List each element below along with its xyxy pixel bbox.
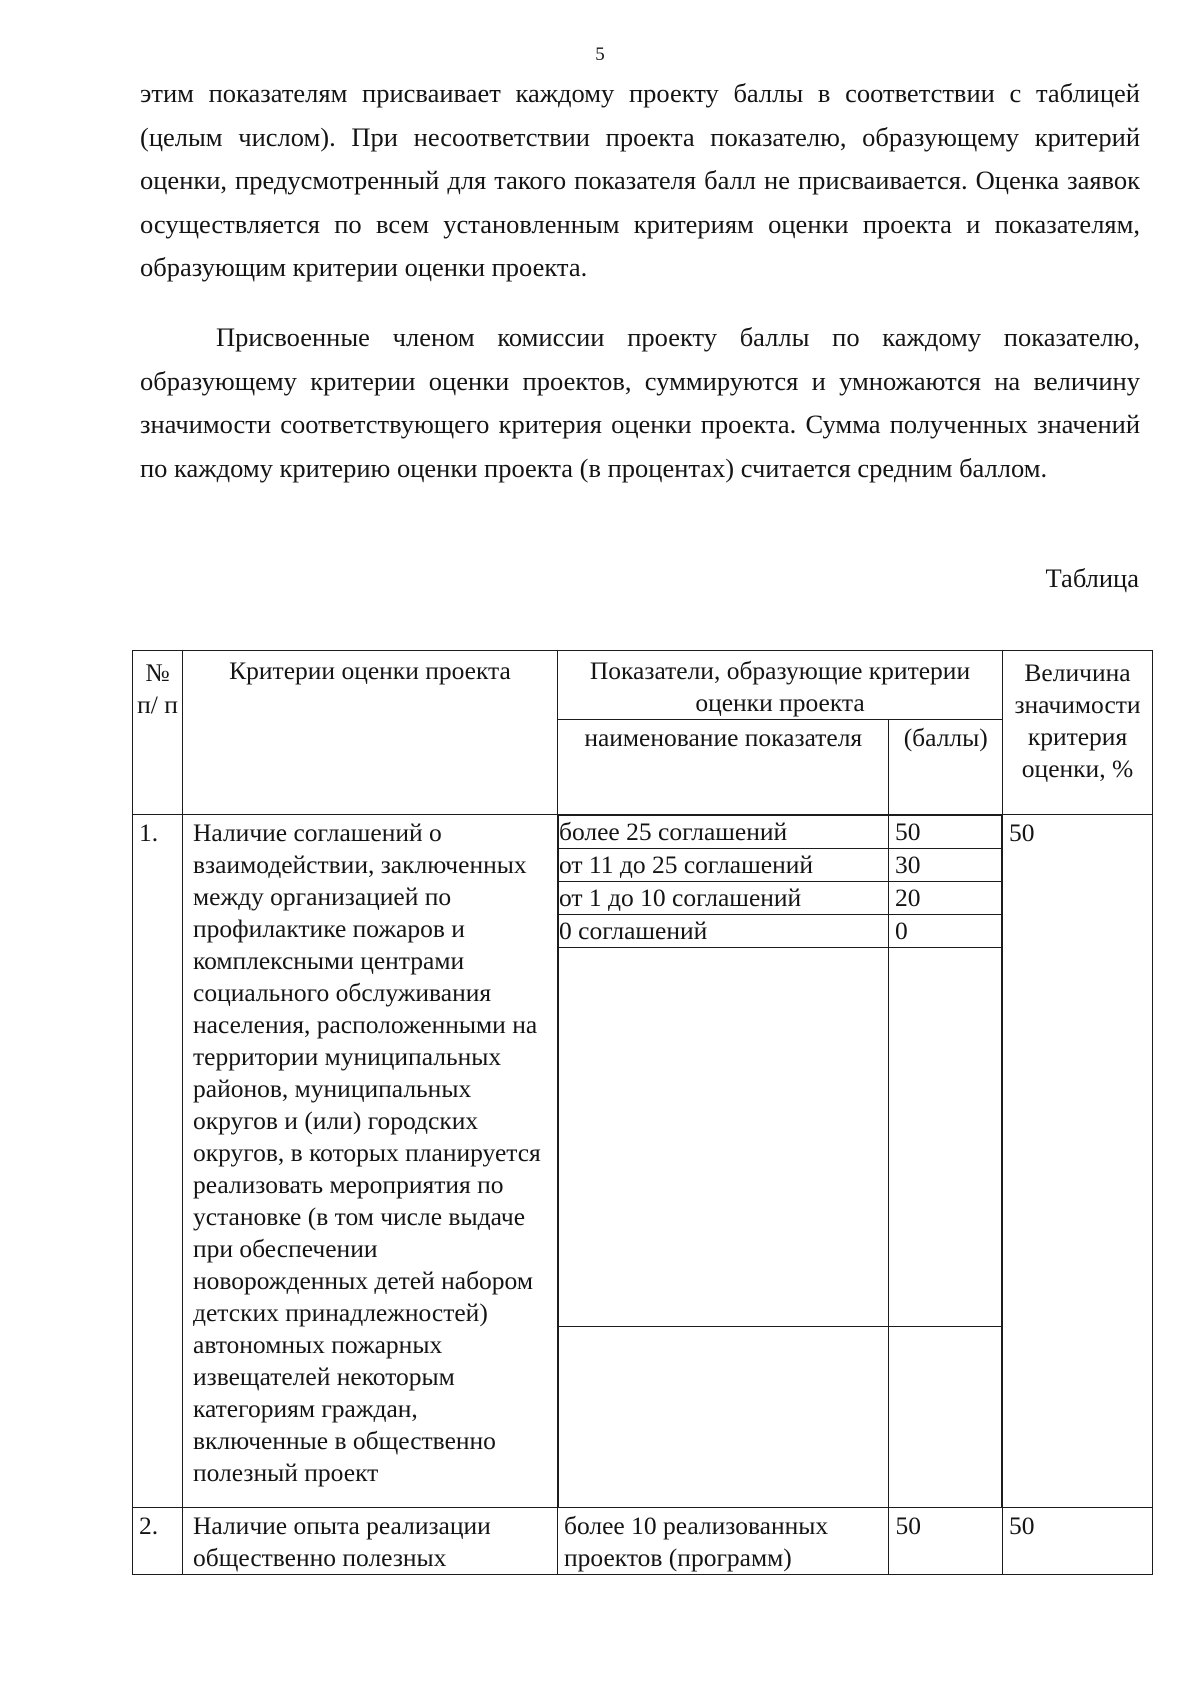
indicator-row [559, 915, 1002, 948]
indicator-row [559, 882, 1002, 915]
indicator-points: 20 [889, 882, 1002, 915]
indicator-empty-name [559, 948, 889, 1327]
criteria-table [132, 650, 1153, 1575]
header-row-top [133, 651, 1153, 720]
row-2-criterion: Наличие опыта реализации общественно полезных [183, 1508, 558, 1575]
row-2-num: 2. [133, 1508, 183, 1575]
header-weight: Величина значимости критерия оценки, % [1003, 651, 1153, 815]
row-1-weight: 50 [1003, 815, 1153, 1508]
indicator-points: 50 [889, 816, 1002, 849]
header-indicator-name: наименование показателя [558, 720, 889, 815]
table-row-1 [133, 815, 1153, 1508]
header-indicator-points: (баллы) [889, 720, 1003, 815]
row-2-indicator-points: 50 [889, 1508, 1003, 1575]
indicator-name: более 25 соглашений [559, 816, 889, 849]
paragraph-1: этим показателям присваивает каждому проекту баллы в соответствии с таблицей (целым числом). При несоответствии проекта показателю, образующему критерий оценки, предусмотренный для такого показателя балл не присваивается. Оценка заявок осуществляется по всем установленным критериям оценки проекта и показателям, образующим критерии оценки проекта. [140, 78, 1140, 282]
table-label: Таблица [1045, 563, 1139, 593]
table-row-2 [133, 1508, 1153, 1575]
indicator-row [559, 816, 1002, 849]
indicator-points: 30 [889, 849, 1002, 882]
indicator-empty-name [559, 1327, 889, 1508]
row-1-indicator-list [558, 815, 1002, 1507]
header-criteria: Критерии оценки проекта [183, 651, 558, 815]
header-indicators-group: Показатели, образующие критерии оценки проекта [558, 651, 1003, 720]
row-1-criterion: Наличие соглашений о взаимодействии, заключенных между организацией по профилактике пожаров и комплексными центрами социального обслуживания населения, расположенными на территории муниципальных районов, муниципальных округов и (или) городских округов, в которых планируется реализовать мероприятия по установке (в том числе выдаче при обеспечении новорожденных детей набором детских принадлежностей) автономных пожарных извещателей некоторым категориям граждан, включенные в общественно полезный проект [183, 815, 558, 1508]
paragraph-2: Присвоенные членом комиссии проекту баллы по каждому показателю, образующему критерии оценки проектов, суммируются и умножаются на величину значимости соответствующего критерия оценки проекта. Сумма полученных значений по каждому критерию оценки проекта (в процентах) считается средним баллом. [140, 322, 1140, 483]
row-2-weight: 50 [1003, 1508, 1153, 1575]
indicator-empty-points [889, 1327, 1002, 1508]
page-number: 5 [595, 44, 605, 65]
header-num: № п/ п [133, 651, 183, 815]
indicator-row [559, 849, 1002, 882]
indicator-name: от 1 до 10 соглашений [559, 882, 889, 915]
indicator-points: 0 [889, 915, 1002, 948]
indicator-empty-row [559, 1327, 1002, 1508]
indicator-empty-points [889, 948, 1002, 1327]
row-1-num: 1. [133, 815, 183, 1508]
indicator-name: от 11 до 25 соглашений [559, 849, 889, 882]
indicator-empty-row [559, 948, 1002, 1327]
row-1-indicators [558, 815, 1003, 1508]
row-2-indicator-name: более 10 реализованных проектов (программ) [558, 1508, 889, 1575]
indicator-name: 0 соглашений [559, 915, 889, 948]
